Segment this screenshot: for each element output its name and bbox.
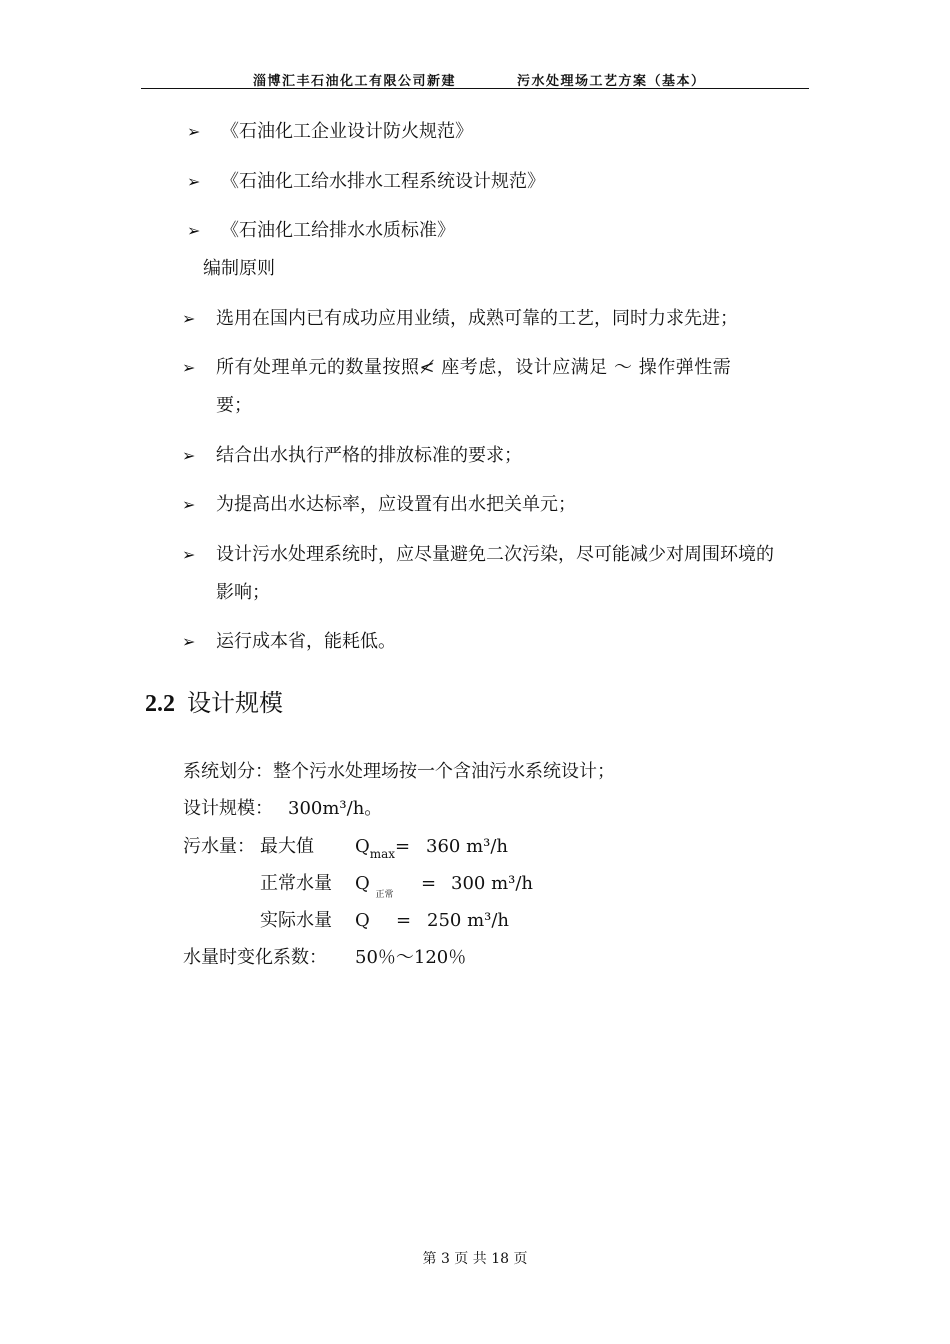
page-number: 第 3 页 共 18 页	[422, 1251, 528, 1267]
max-flow-value: 360 m³/h	[426, 836, 509, 857]
design-scale-value: 300m³/h。	[288, 798, 383, 819]
bullet-arrow-icon: ➢	[187, 221, 201, 240]
max-flow-symbol	[355, 835, 395, 860]
equals-sign: =	[395, 836, 411, 857]
bullet-arrow-icon: ➢	[182, 309, 196, 328]
principle-item: 运行成本省，能耗低。	[216, 631, 396, 652]
q-symbol: Q	[355, 836, 370, 857]
equals-sign: =	[421, 873, 437, 894]
principles-title: 编制原则	[203, 258, 275, 279]
page-header	[141, 66, 809, 89]
q-subscript: max	[369, 847, 396, 861]
bullet-arrow-icon: ➢	[187, 172, 201, 191]
principle-item: 设计污水处理系统时，应尽量避免二次污染，尽可能减少对周围环境的	[216, 544, 774, 565]
header-company: 淄博汇丰石油化工有限公司新建	[253, 74, 457, 89]
principle-item: 结合出水执行严格的排放标准的要求；	[216, 445, 522, 466]
bullet-arrow-icon: ➢	[187, 122, 201, 141]
bullet-arrow-icon: ➢	[182, 358, 196, 377]
variation-coefficient-value: 50％～120％	[355, 947, 467, 968]
bullet-arrow-icon: ➢	[182, 632, 196, 651]
principle-item: 所有处理单元的数量按照≮ 座考虑，设计应满足 ～ 操作弹性需	[216, 357, 732, 378]
header-document-title: 污水处理场工艺方案（基本）	[517, 74, 706, 89]
principle-item: 选用在国内已有成功应用业绩，成熟可靠的工艺，同时力求先进；	[216, 308, 738, 329]
reference-item: 《石油化工给排水水质标准》	[221, 220, 455, 241]
principle-item-continued: 要；	[216, 395, 252, 416]
system-division: 系统划分：整个污水处理场按一个含油污水系统设计；	[183, 761, 615, 782]
reference-item: 《石油化工企业设计防火规范》	[221, 121, 473, 142]
equals-sign: =	[396, 910, 412, 931]
actual-flow-value: 250 m³/h	[427, 910, 510, 931]
actual-flow-label: 实际水量	[260, 910, 332, 931]
q-subscript: 正常	[375, 890, 394, 900]
q-symbol: Q	[355, 873, 370, 894]
variation-coefficient-label: 水量时变化系数：	[183, 947, 327, 968]
principle-item-continued: 影响；	[216, 582, 270, 603]
section-title: 设计规模	[187, 689, 283, 717]
reference-item: 《石油化工给水排水工程系统设计规范》	[221, 171, 545, 192]
principle-item: 为提高出水达标率，应设置有出水把关单元；	[216, 494, 576, 515]
normal-flow-symbol	[355, 872, 394, 899]
bullet-arrow-icon: ➢	[182, 446, 196, 465]
bullet-arrow-icon: ➢	[182, 495, 196, 514]
normal-flow-value: 300 m³/h	[451, 873, 534, 894]
section-number: 2.2	[145, 691, 175, 717]
design-scale-label: 设计规模：	[183, 798, 273, 819]
max-flow-label: 最大值	[260, 836, 314, 857]
flow-label: 污水量：	[183, 836, 255, 857]
actual-flow-symbol: Q	[355, 910, 370, 931]
section-heading	[145, 688, 283, 719]
bullet-arrow-icon: ➢	[182, 545, 196, 564]
page-footer	[0, 1248, 950, 1268]
normal-flow-label: 正常水量	[260, 873, 332, 894]
